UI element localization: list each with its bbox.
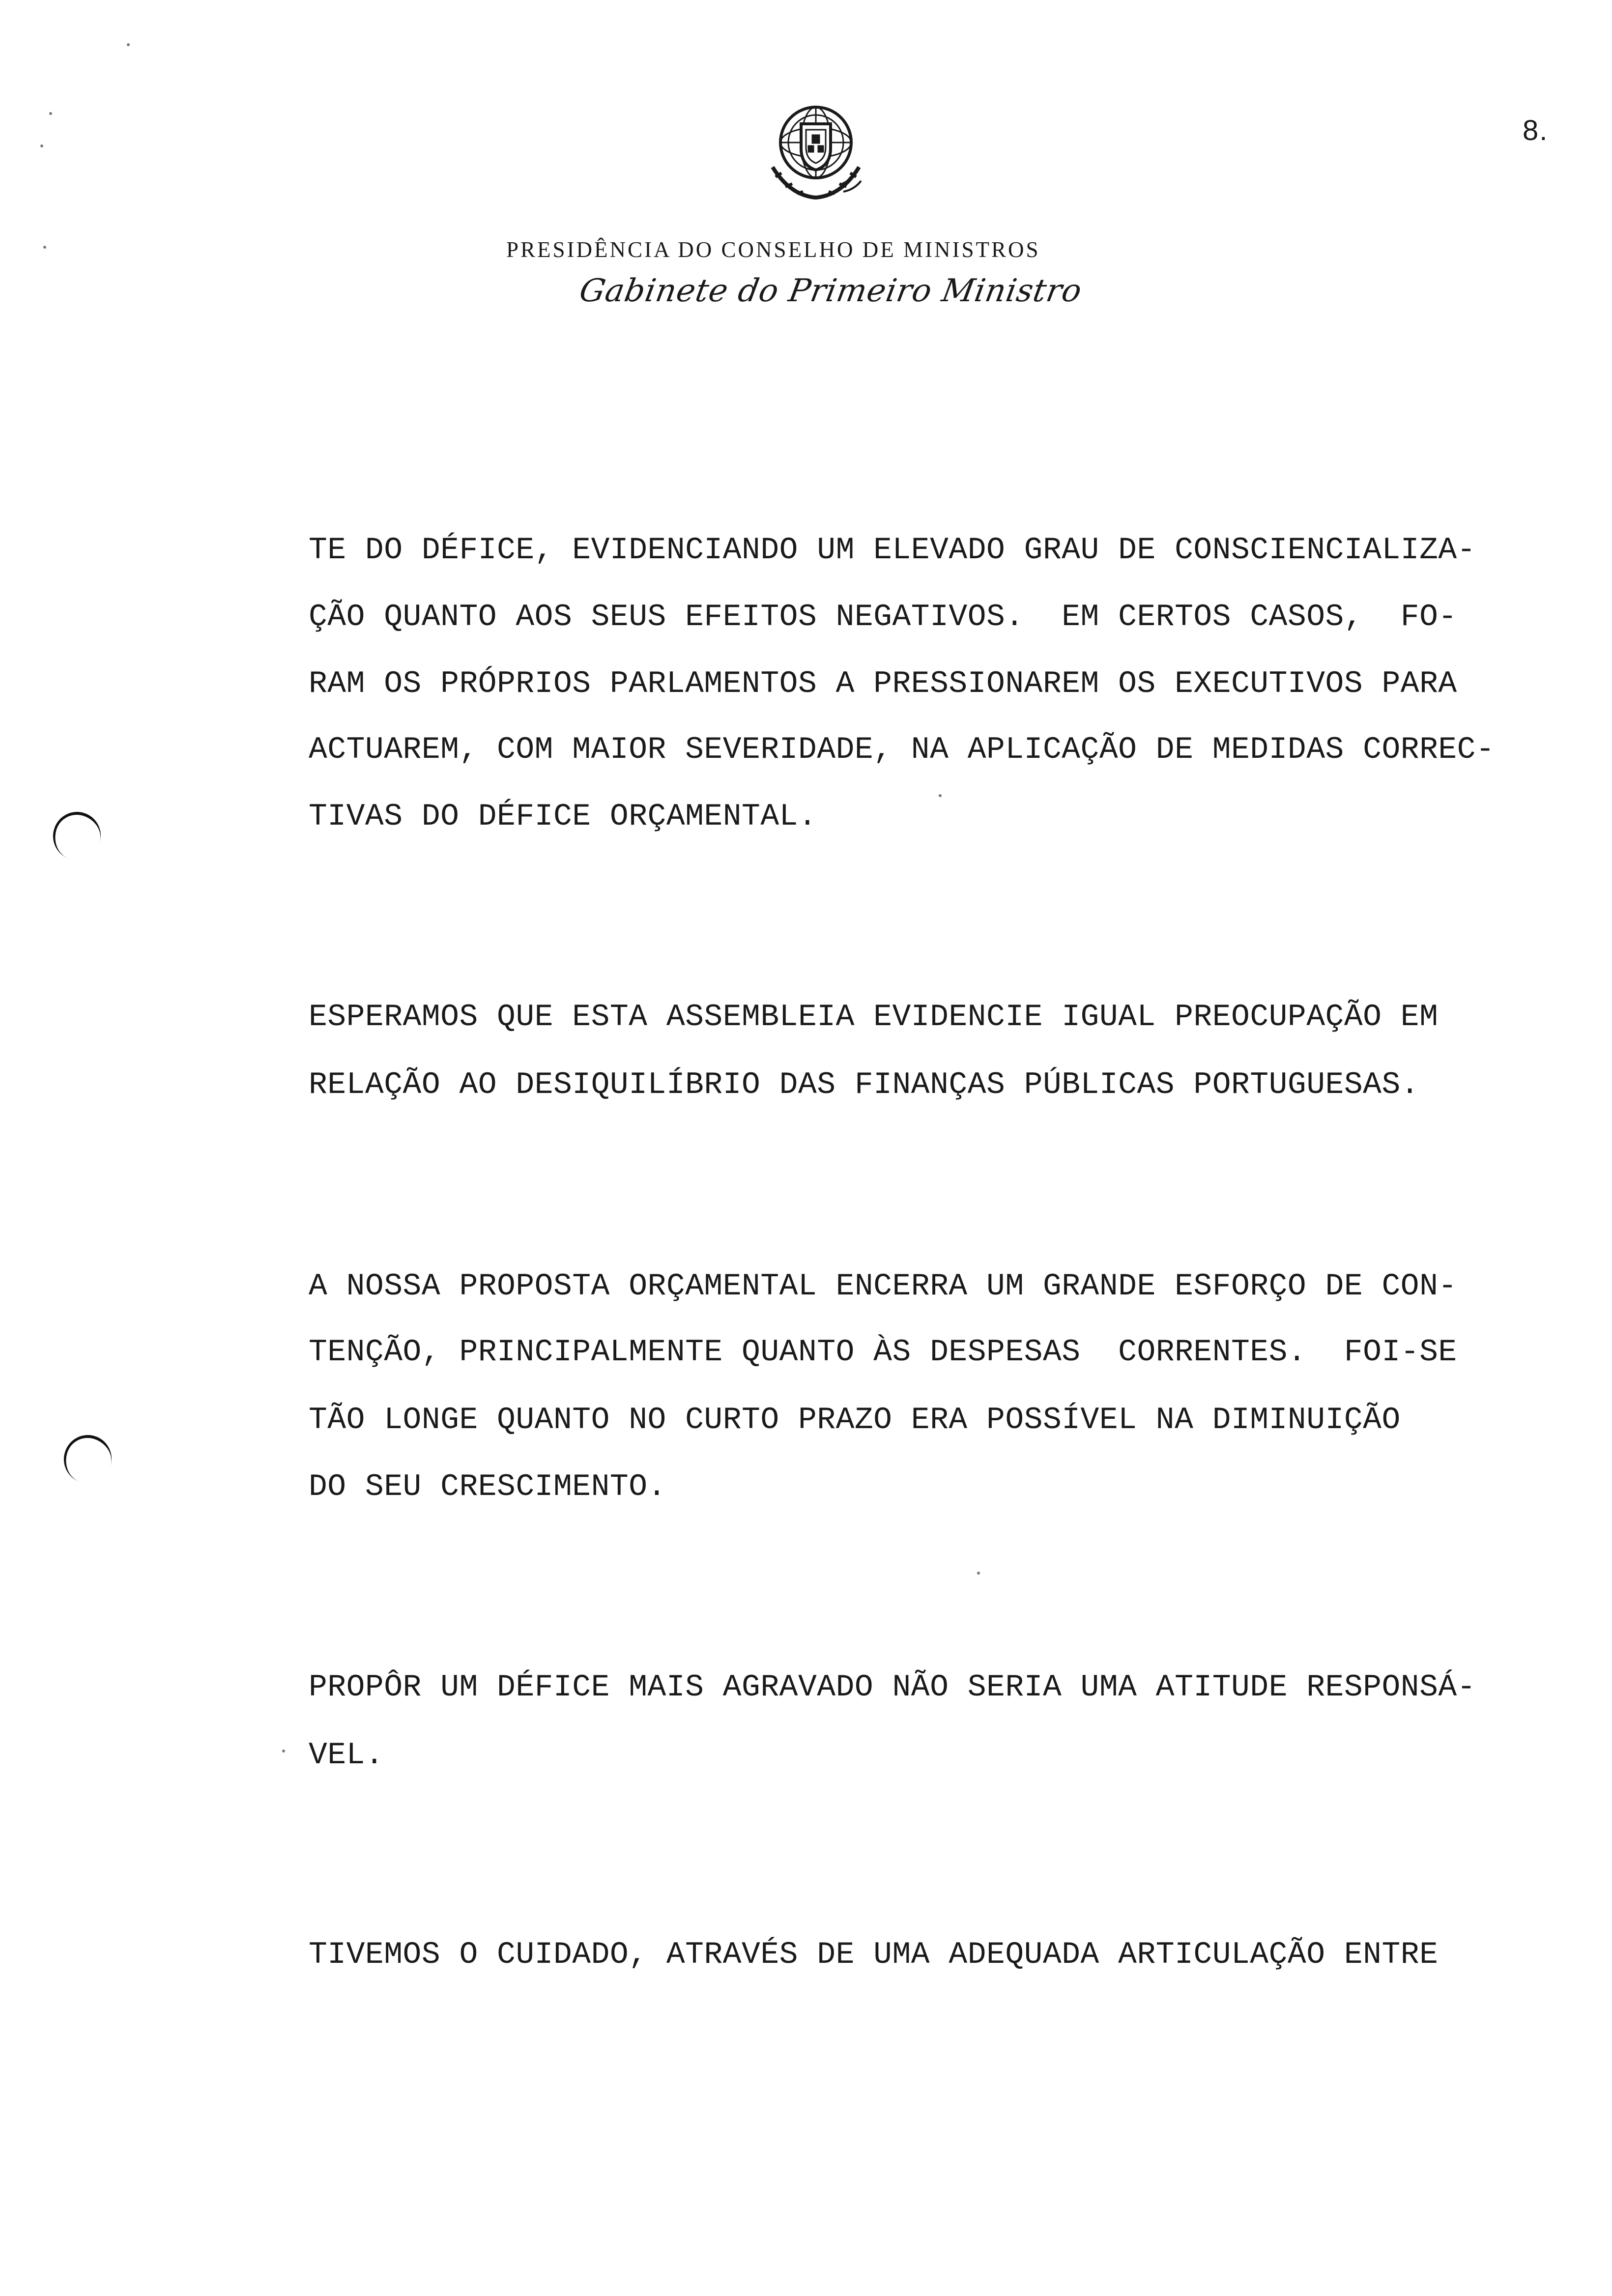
body-line: PROPÔR UM DÉFICE MAIS AGRAVADO NÃO SERIA UMA ATITUDE RESPONSÁ-	[309, 1670, 1476, 1705]
scan-speck	[282, 1750, 285, 1752]
body-line: A NOSSA PROPOSTA ORÇAMENTAL ENCERRA UM GRANDE ESFORÇO DE CON-	[309, 1269, 1457, 1304]
body-line: ESPERAMOS QUE ESTA ASSEMBLEIA EVIDENCIE IGUAL PREOCUPAÇÃO EM	[309, 1000, 1439, 1034]
scan-speck	[977, 1572, 980, 1575]
body-line: TIVEMOS O CUIDADO, ATRAVÉS DE UMA ADEQUADA ARTICULAÇÃO ENTRE	[309, 1937, 1439, 1972]
page-number: 8.	[1523, 115, 1549, 146]
body-line: RAM OS PRÓPRIOS PARLAMENTOS A PRESSIONAREM OS EXECUTIVOS PARA	[309, 666, 1457, 701]
body-line: TÃO LONGE QUANTO NO CURTO PRAZO ERA POSSÍVEL NA DIMINUIÇÃO	[309, 1403, 1401, 1437]
body-line: RELAÇÃO AO DESIQUILÍBRIO DAS FINANÇAS PÚBLICAS PORTUGUESAS.	[309, 1067, 1420, 1102]
body-line: ÇÃO QUANTO AOS SEUS EFEITOS NEGATIVOS. EM CERTOS CASOS, FO-	[309, 600, 1457, 634]
body-line: VEL.	[309, 1738, 384, 1773]
letterhead-office-signature: Gabinete do Primeiro Ministro	[576, 273, 1085, 309]
scan-speck	[939, 794, 942, 797]
scan-speck	[49, 112, 52, 115]
scan-speck	[127, 43, 130, 46]
body-line: TE DO DÉFICE, EVIDENCIANDO UM ELEVADO GRAU DE CONSCIENCIALIZA-	[309, 533, 1476, 568]
letterhead-organization: PRESIDÊNCIA DO CONSELHO DE MINISTROS	[506, 237, 1040, 262]
scan-speck	[40, 144, 43, 147]
scan-speck	[43, 246, 46, 249]
body-line: DO SEU CRESCIMENTO.	[309, 1469, 666, 1504]
binder-hole-mark-icon	[47, 805, 107, 866]
body-line: TENÇÃO, PRINCIPALMENTE QUANTO ÀS DESPESAS CORRENTES. FOI-SE	[309, 1335, 1457, 1370]
binder-hole-mark-icon	[58, 1429, 118, 1489]
body-line: TIVAS DO DÉFICE ORÇAMENTAL.	[309, 799, 817, 834]
coat-of-arms-emblem-icon	[761, 93, 874, 211]
body-line: ACTUAREM, COM MAIOR SEVERIDADE, NA APLICAÇÃO DE MEDIDAS CORREC-	[309, 732, 1495, 767]
